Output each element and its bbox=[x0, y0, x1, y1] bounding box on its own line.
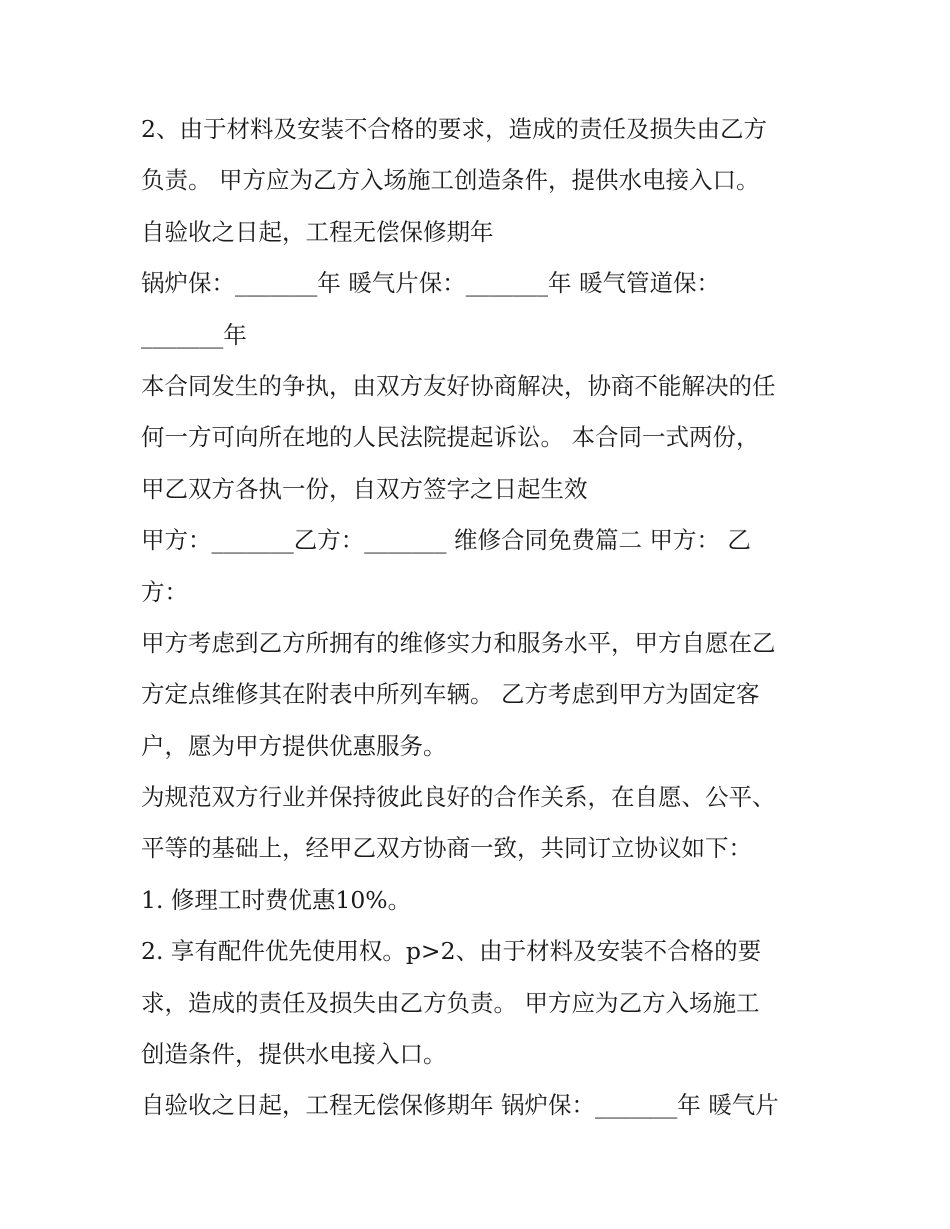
text-line: 自验收之日起，工程无偿保修期年 锅炉保：_______年 暖气片 bbox=[141, 1091, 779, 1120]
document-body bbox=[141, 104, 821, 1132]
text-line: 甲乙双方各执一份，自双方签字之日起生效 bbox=[141, 474, 588, 503]
text-line: 锅炉保：_______年 暖气片保：_______年 暖气管道保： bbox=[141, 269, 720, 298]
text-line: 何一方可向所在地的人民法院提起诉讼。 本合同一式两份， bbox=[141, 423, 760, 452]
text-line: 负责。 甲方应为乙方入场施工创造条件，提供水电接入口。 bbox=[141, 166, 760, 195]
text-line: 甲方：_______乙方：_______ 维修合同免费篇二 甲方： 乙 bbox=[141, 526, 751, 555]
text-line: 1. 修理工时费优惠10%。 bbox=[141, 885, 412, 914]
text-line: 户，愿为甲方提供优惠服务。 bbox=[141, 731, 447, 760]
text-line: 创造条件，提供水电接入口。 bbox=[141, 1040, 447, 1069]
text-line: 求，造成的责任及损失由乙方负责。 甲方应为乙方入场施工 bbox=[141, 988, 760, 1017]
text-line: 本合同发生的争执，由双方友好协商解决，协商不能解决的任 bbox=[141, 371, 776, 400]
text-line: 方： bbox=[141, 577, 188, 606]
text-line: 2、由于材料及安装不合格的要求，造成的责任及损失由乙方 bbox=[141, 115, 767, 143]
text-line: 为规范双方行业并保持彼此良好的合作关系，在自愿、公平、 bbox=[141, 783, 776, 812]
text-line: 自验收之日起，工程无偿保修期年 bbox=[141, 217, 494, 246]
text-line: 2. 享有配件优先使用权。p>2、由于材料及安装不合格的要 bbox=[141, 937, 762, 966]
text-line: 方定点维修其在附表中所列车辆。 乙方考虑到甲方为固定客 bbox=[141, 680, 760, 709]
text-line: 平等的基础上，经甲乙双方协商一致，共同订立协议如下： bbox=[141, 834, 752, 863]
text-line: _______年 bbox=[141, 320, 247, 349]
text-line: 甲方考虑到乙方所拥有的维修实力和服务水平，甲方自愿在乙 bbox=[141, 628, 776, 657]
